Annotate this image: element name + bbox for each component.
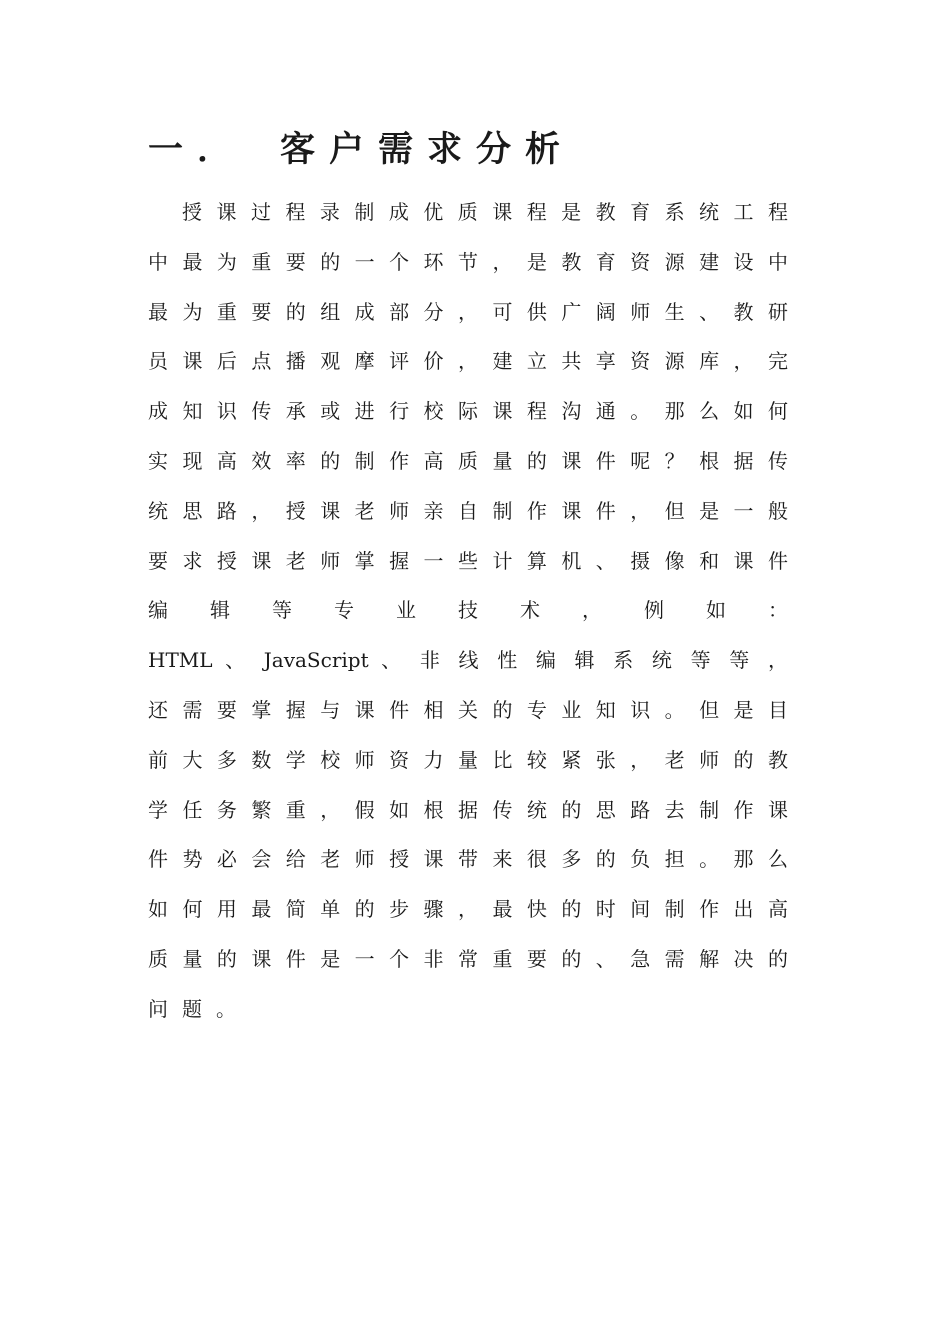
paragraph-line: 中 最 为 重 要 的 一 个 环 节 ， 是 教 育 资 源 建 设 中: [148, 249, 788, 274]
paragraph-line: 统 思 路 ， 授 课 老 师 亲 自 制 作 课 件 ， 但 是 一 般: [148, 498, 788, 523]
paragraph-line: 件 势 必 会 给 老 师 授 课 带 来 很 多 的 负 担 。 那 么: [148, 847, 788, 872]
body-paragraph: [148, 188, 788, 1035]
paragraph-line: 质 量 的 课 件 是 一 个 非 常 重 要 的 、 急 需 解 决 的: [148, 946, 788, 971]
section-title: 客户需求分析: [280, 130, 575, 170]
paragraph-line: 最 为 重 要 的 组 成 部 分 ， 可 供 广 阔 师 生 、 教 研: [148, 299, 788, 324]
section-number: 一．: [148, 130, 247, 170]
paragraph-line: 如 何 用 最 简 单 的 步 骤 ， 最 快 的 时 间 制 作 出 高: [148, 897, 788, 922]
paragraph-line: 员 课 后 点 播 观 摩 评 价 ， 建 立 共 享 资 源 库 ， 完: [148, 349, 788, 374]
section-heading: [148, 124, 808, 176]
paragraph-line: 实 现 高 效 率 的 制 作 高 质 量 的 课 件 呢 ？ 根 据 传: [148, 448, 788, 473]
paragraph-line: HTML 、 JavaScript 、 非 线 性 编 辑 系 统 等 等 ，: [148, 648, 788, 673]
paragraph-line: 授 课 过 程 录 制 成 优 质 课 程 是 教 育 系 统 工 程: [182, 200, 788, 224]
paragraph-line: 编 辑 等 专 业 技 术 ， 例 如 ：: [148, 598, 788, 623]
paragraph-line: 还 需 要 掌 握 与 课 件 相 关 的 专 业 知 识 。 但 是 目: [148, 697, 788, 722]
paragraph-line: 问题。: [148, 996, 250, 1021]
paragraph-line: 前 大 多 数 学 校 师 资 力 量 比 较 紧 张 ， 老 师 的 教: [148, 747, 788, 772]
paragraph-line: 要 求 授 课 老 师 掌 握 一 些 计 算 机 、 摄 像 和 课 件: [148, 548, 788, 573]
paragraph-line: 学 任 务 繁 重 ， 假 如 根 据 传 统 的 思 路 去 制 作 课: [148, 797, 788, 822]
paragraph-line: 成 知 识 传 承 或 进 行 校 际 课 程 沟 通 。 那 么 如 何: [148, 399, 788, 424]
